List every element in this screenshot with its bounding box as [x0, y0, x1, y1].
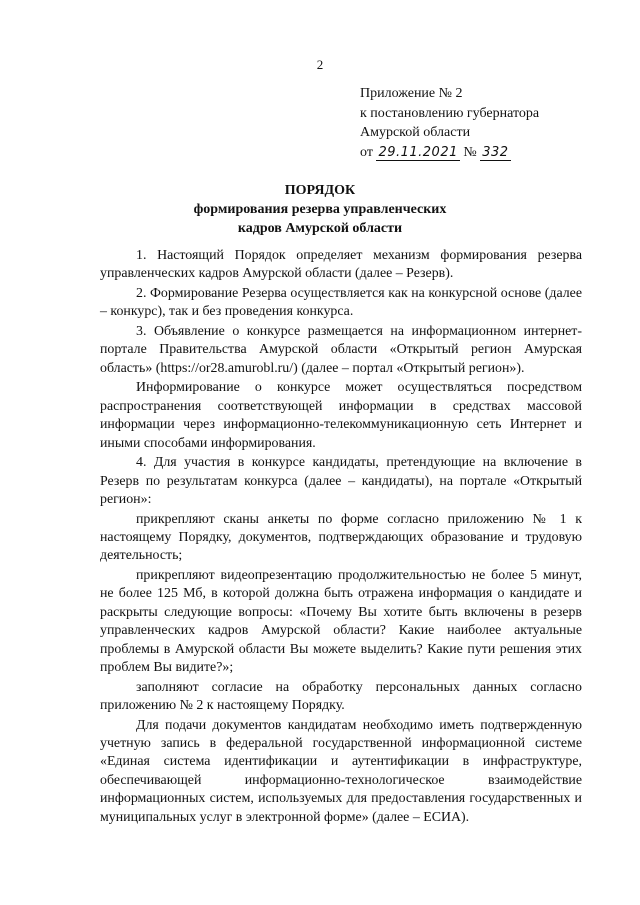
document-body	[100, 247, 582, 828]
document-title	[0, 181, 640, 238]
number-prefix: №	[463, 144, 477, 160]
page-number: 2	[316, 57, 324, 72]
paragraph-2: 2. Формирование Резерва осуществляется как на конкурсной основе (далее – конкурс), так и без проведения конкурса.	[100, 286, 582, 320]
paragraph-4: Информирование о конкурсе может осуществляться посредством распространения соответствующей информации в средствах массовой информации через информационно-телекоммуникационную сеть Интернет и иными способами информирования.	[100, 380, 582, 451]
title-line-1: ПОРЯДОК	[284, 183, 356, 198]
date-value: 29.11.2021	[378, 144, 458, 160]
title-line-2: формирования резерва управленческих	[193, 202, 447, 217]
annex-line-1: Приложение № 2	[360, 86, 463, 101]
annex-date-line	[360, 143, 600, 163]
paragraph-5: 4. Для участия в конкурсе кандидаты, претендующие на включение в Резерв по результатам конкурса (далее – кандидаты), на портале «Открытый регион»:	[100, 455, 582, 508]
paragraph-1: 1. Настоящий Порядок определяет механизм формирования резерва управленческих кадров Амурской области (далее – Резерв).	[100, 248, 582, 282]
date-prefix: от	[360, 144, 373, 160]
paragraph-6: прикрепляют сканы анкеты по форме согласно приложению № 1 к настоящему Порядку, документов, подтверждающих образование и трудовую деятельность;	[100, 511, 582, 564]
paragraph-9: Для подачи документов кандидатам необходимо иметь подтвержденную учетную запись в федеральной государственной информационной системе «Единая система идентификации и аутентификации в инфраструктуре, обеспечивающей информационно-технологическое взаимодействие информационных систем, используемых для предоставления государственных и муниципальных услуг в электронной форме» (далее – ЕСИА).	[100, 717, 582, 825]
annex-header	[360, 84, 600, 162]
annex-line-2: к постановлению губернатора	[360, 105, 540, 121]
paragraph-8: заполняют согласие на обработку персональных данных согласно приложению № 2 к настоящему Порядку.	[100, 679, 582, 714]
paragraph-3: 3. Объявление о конкурсе размещается на информационном интернет-портале Правительства Амурской области «Открытый регион Амурская область» (https://or28.amurobl.ru/) (далее – портал «Открытый регион»).	[100, 324, 582, 376]
annex-line-3: Амурской области	[360, 125, 471, 140]
title-line-3: кадров Амурской области	[237, 221, 403, 236]
number-value: 332	[482, 144, 509, 160]
paragraph-7: прикрепляют видеопрезентацию продолжительностью не более 5 минут, не более 125 Мб, в которой должна быть отражена информация о кандидате и раскрыты следующие вопросы: «Почему Вы хотите быть включены в резерв управленческих кадров Амурской области? Какие наиболее актуальные проблемы в Амурской области Вы можете выделить? Какие пути решения этих проблем Вы видите?»;	[100, 568, 582, 676]
